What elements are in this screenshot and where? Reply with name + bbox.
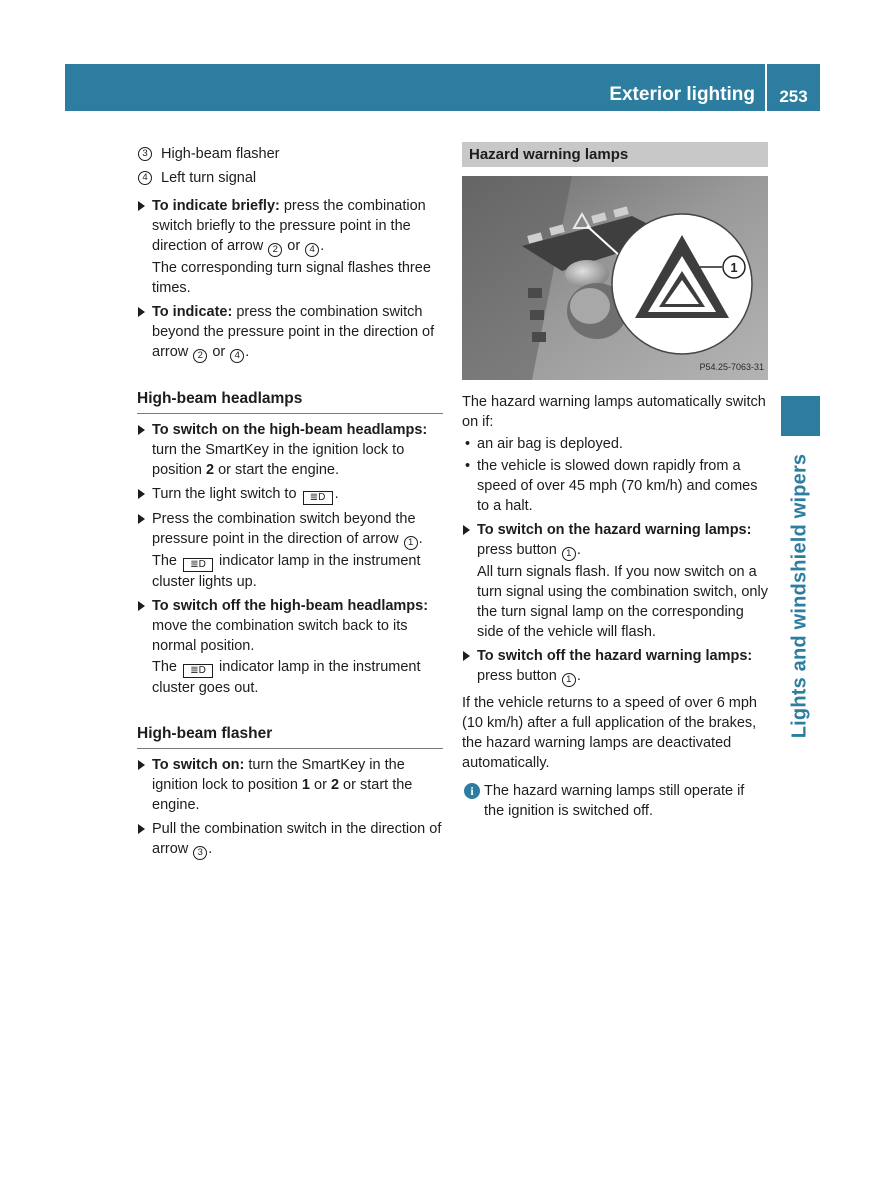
info-text: The hazard warning lamps still operate if the ignition is switched off. bbox=[484, 783, 745, 819]
callout-ref: 2 bbox=[193, 349, 207, 363]
legend-text: High-beam flasher bbox=[161, 146, 280, 162]
callout-number: 4 bbox=[138, 171, 152, 185]
callout-ref: 4 bbox=[230, 349, 244, 363]
step-flasher-switch-on: To switch on: turn the SmartKey in the ignition lock to position 1 or 2 or start the engine. bbox=[137, 755, 443, 815]
step-result: All turn signals flash. If you now switch on a turn signal using the combination switch, only the turn signal lamp on the corresponding side of the vehicle will flash. bbox=[477, 564, 768, 640]
info-note bbox=[462, 781, 768, 821]
callout-ref: 3 bbox=[193, 846, 207, 860]
page-number-box bbox=[767, 64, 820, 111]
high-beam-icon: ≣D bbox=[183, 664, 213, 678]
hazard-intro: The hazard warning lamps automatically switch on if: bbox=[462, 394, 766, 430]
list-item: • an air bag is deployed. bbox=[462, 434, 768, 454]
page-number: 253 bbox=[779, 87, 808, 106]
step-title: To switch off the high-beam headlamps: bbox=[152, 598, 429, 614]
info-icon: i bbox=[464, 783, 480, 799]
step-result: The ≣D indicator lamp in the instrument cluster goes out. bbox=[152, 659, 421, 696]
callout-ref: 2 bbox=[268, 243, 282, 257]
step-title: To indicate briefly: bbox=[152, 198, 280, 214]
legend-text: Left turn signal bbox=[161, 170, 257, 186]
step-switch-on-high-beam: To switch on the high-beam headlamps: turn the SmartKey in the ignition lock to position 2 or start the engine. bbox=[137, 420, 443, 480]
callout-number: 1 bbox=[730, 260, 738, 275]
chapter-tab-text: Lights and windshield wipers bbox=[788, 453, 811, 739]
right-column bbox=[462, 142, 768, 821]
high-beam-icon: ≣D bbox=[183, 558, 213, 572]
step-switch-off-high-beam: To switch off the high-beam headlamps: move the combination switch back to its normal position. bbox=[137, 596, 443, 656]
step-pull-combination-switch: Pull the combination switch in the direction of arrow 3 . bbox=[137, 819, 443, 860]
step-hazard-off: To switch off the hazard warning lamps: press button 1 . bbox=[462, 646, 768, 687]
step-result: The ≣D indicator lamp in the instrument cluster lights up. bbox=[152, 553, 421, 590]
step-title: To switch on: bbox=[152, 757, 245, 773]
callout-number: 3 bbox=[138, 147, 152, 161]
left-column bbox=[137, 144, 443, 860]
callout-ref: 1 bbox=[562, 547, 576, 561]
legend-item bbox=[137, 168, 443, 188]
hazard-switch-illustration bbox=[462, 176, 768, 380]
step-turn-light-switch: Turn the light switch to ≣D . bbox=[137, 484, 443, 505]
step-result: The corresponding turn signal flashes three times. bbox=[152, 260, 431, 296]
step-indicate: To indicate: press the combination switch beyond the pressure point in the direction of arrow 2 or 4 . bbox=[137, 302, 443, 363]
heading-hazard-warning-lamps: Hazard warning lamps bbox=[462, 142, 768, 167]
image-code: P54.25-7063-31 bbox=[699, 362, 764, 372]
callout-ref: 4 bbox=[305, 243, 319, 257]
heading-high-beam-flasher: High-beam flasher bbox=[137, 724, 443, 749]
step-press-combination-switch: Press the combination switch beyond the pressure point in the direction of arrow 1 . bbox=[137, 509, 443, 550]
chapter-tab-marker bbox=[781, 396, 820, 436]
step-indicate-briefly: To indicate briefly: press the combination switch briefly to the pressure point in the direction of arrow 2 or 4 . bbox=[137, 196, 443, 257]
hazard-switch-photo bbox=[462, 176, 768, 380]
step-title: To switch on the high-beam headlamps: bbox=[152, 422, 428, 438]
heading-high-beam-headlamps: High-beam headlamps bbox=[137, 389, 443, 414]
hazard-deactivation-note: If the vehicle returns to a speed of over 6 mph (10 km/h) after a full application of the brakes, the hazard warning lamps are deactivated automatically. bbox=[462, 695, 757, 771]
callout-ref: 1 bbox=[562, 673, 576, 687]
callout-ref: 1 bbox=[404, 536, 418, 550]
section-title: Exterior lighting bbox=[609, 84, 755, 105]
legend-item bbox=[137, 144, 443, 164]
step-title: To switch on the hazard warning lamps: bbox=[477, 522, 752, 538]
step-title: To switch off the hazard warning lamps: bbox=[477, 648, 753, 664]
list-item: • the vehicle is slowed down rapidly from a speed of over 45 mph (70 km/h) and comes to a halt. bbox=[462, 456, 768, 516]
step-title: To indicate: bbox=[152, 304, 233, 320]
step-hazard-on: To switch on the hazard warning lamps: press button 1 . bbox=[462, 520, 768, 561]
high-beam-icon: ≣D bbox=[303, 491, 333, 505]
header-bar bbox=[65, 64, 765, 111]
